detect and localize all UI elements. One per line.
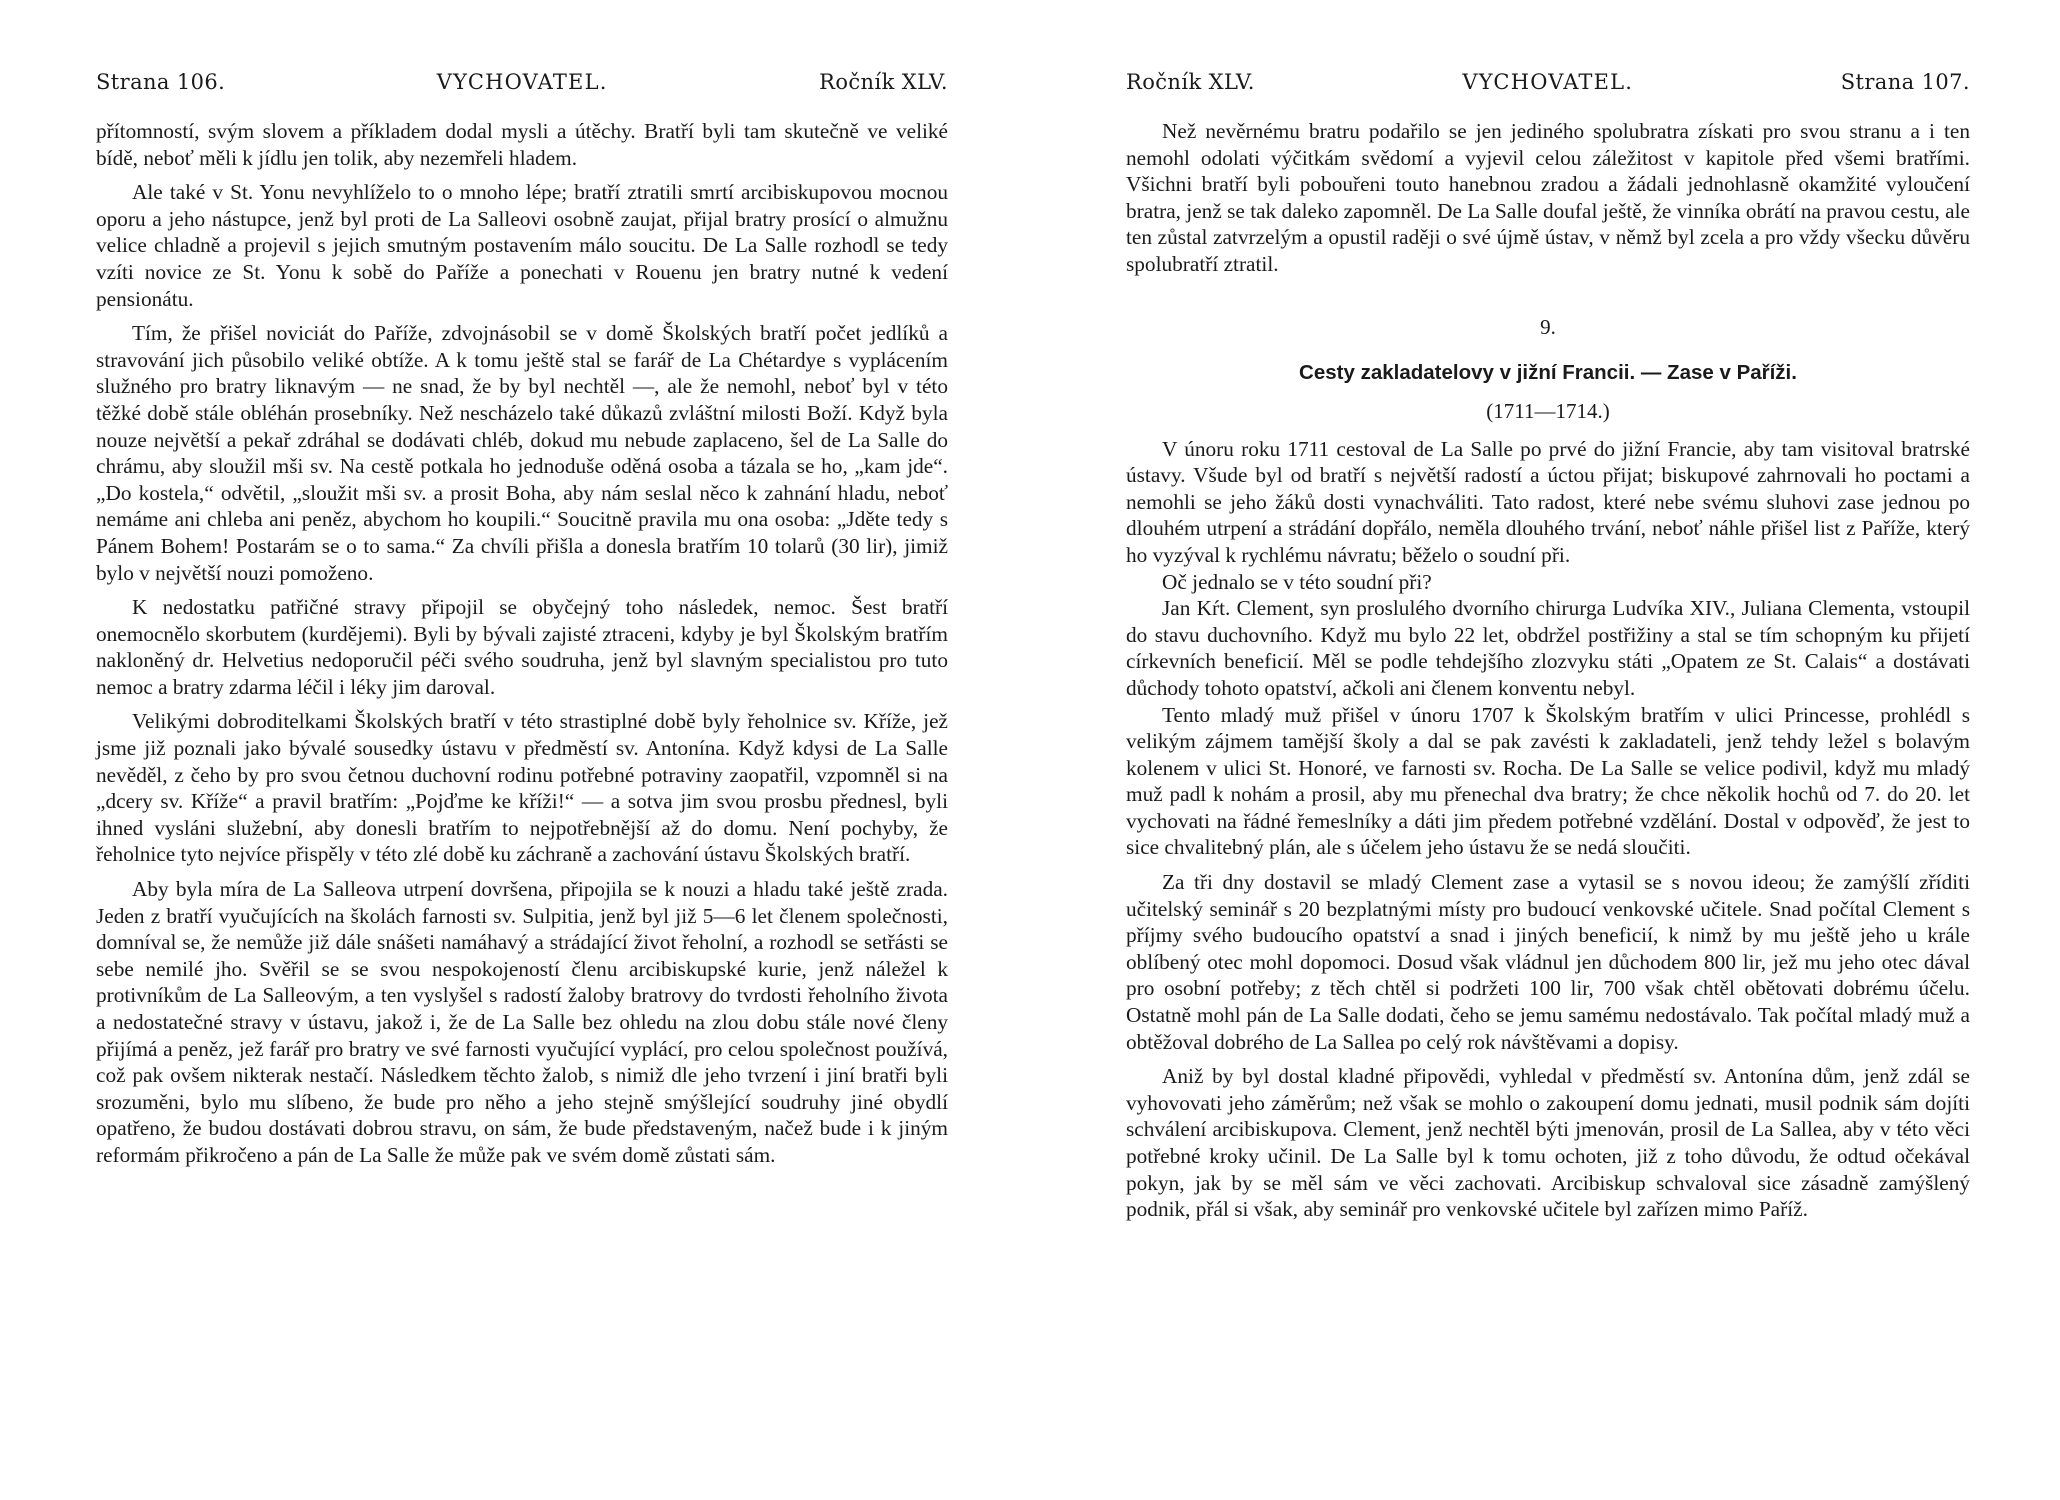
chapter-years: (1711—1714.): [1486, 398, 1610, 423]
left-body-text: [96, 118, 948, 1169]
left-volume: Ročník XLV.: [819, 70, 948, 94]
paragraph: Tento mladý muž přišel v únoru 1707 k Školským bratřím v ulici Princesse, prohlédl s velikým zájmem tamější školy a dal se pak zavésti k zakladateli, jenž tehdy ležel s bolavým kolenem v ulici St. Honoré, ve farnosti sv. Rocha. De La Salle se velice podivil, když mu mladý muž padl k nohám a prosil, aby mu přenechal dva bratry; že chce několik hochů od 7. do 20. let vychovati na řádné řemeslníky a dáti jim předem potřebné vzdělání. Dostal v odpověď, že jest to sice chvalitebný plán, ale s účelem jeho ústavu že se nedá sloučiti.: [1126, 702, 1970, 860]
right-volume: Ročník XLV.: [1126, 70, 1255, 94]
chapter-title: Cesty zakladatelovy v jižní Francii. — Zase v Paříži.: [1299, 360, 1797, 384]
paragraph: přítomností, svým slovem a příkladem dodal mysli a útěchy. Bratří byli tam skutečně ve veliké bídě, neboť měli k jídlu jen tolik, aby nezemřeli hladem.: [96, 119, 948, 170]
right-page: [1030, 0, 2060, 1500]
paragraph: V únoru roku 1711 cestoval de La Salle po prvé do jižní Francie, aby tam visitoval bratrské ústavy. Všude byl od bratří s největší radostí a úctou přijat; biskupové zahrnovali ho poctami a nemohli se jeho žáků dosti vynachváliti. Tato radost, které nebe svému sluhovi zase jednou po dlouhém utrpení a strádání dopřálo, neměla dlouhého trvání, neboť náhle přišel list z Paříže, který ho vyzýval k rychlému návratu; běželo o soudní při.: [1126, 436, 1970, 567]
right-body-text: [1126, 118, 1970, 1223]
paragraph: Než nevěrnému bratru podařilo se jen jediného spolubratra získati pro svou stranu a i ten nemohl odolati výčitkám svědomí a vyjevil celou záležitost v kapitole před všemi bratřími. Všichni bratří byli pobouřeni touto hanebnou zradou a žádali jednohlasně okamžité vyloučení bratra, jenž se tak daleko zapomněl. De La Salle doufal ještě, že vinníka obrátí na pravou cestu, ale ten zůstal zatvrzelým a opustil raději o své újmě ústav, v němž byl zcela a pro vždy všecku důvěru spolubratří ztratil.: [1126, 119, 1970, 276]
chapter-number: 9.: [1540, 314, 1556, 339]
left-journal-title: VYCHOVATEL.: [436, 70, 608, 94]
paragraph: Aniž by byl dostal kladné připovědi, vyhledal v předměstí sv. Antonína dům, jenž zdál se vyhovovati jeho záměrům; než však se mohlo o zakoupení domu jednati, musil podnik sám dojíti schválení arcibiskupova. Clement, jenž nechtěl býti jmenován, prosil de La Sallea, aby v této věci potřebné kroky učinil. De La Salle byl k tomu ochoten, již z toho důvodu, že odtud očekával pokyn, jak by se měl sám ve věci zachovati. Arcibiskup schvaloval sice zásadně zamýšlený podnik, přál si však, aby seminář pro venkovské učitele byl zařízen mimo Paříž.: [1126, 1064, 1970, 1222]
left-page-number: Strana 106.: [96, 70, 226, 94]
paragraph: Jan Kŕt. Clement, syn proslulého dvorního chirurga Ludvíka XIV., Juliana Clementa, vstoupil do stavu duchovního. Když mu bylo 22 let, obdržel postřižiny a stal se tím schopným ku přijetí církevních beneficií. Měl se podle tehdejšího zlozvyku státi „Opatem ze St. Calais“ a dostávati důchody tohoto opatství, ačkoli ani členem konventu nebyl.: [1126, 596, 1970, 700]
paragraph: Tím, že přišel noviciát do Paříže, zdvojnásobil se v domě Školských bratří počet jedlíků a stravování jich působilo veliké obtíže. A k tomu ještě stal se farář de La Chétardye s vyplácením služného pro bratry liknavým — ne snad, že by byl nechtěl —, ale že nemohl, neboť byl v této těžké době stále obléhán prosebníky. Než nescházelo také důkazů zvláštní milosti Boží. Když byla nouze největší a pekař zdráhal se dodávati chléb, dokud mu nebude zaplaceno, šel de La Salle do chrámu, aby sloužil mši sv. Na cestě potkala ho jednoduše oděná osoba a tázala se ho, „kam jde“. „Do kostela,“ odvětil, „sloužit mši sv. a prosit Boha, aby nám seslal něco k zahnání hladu, neboť nemáme ani chleba ani peněz, abychom ho koupili.“ Soucitně pravila mu ona osoba: „Jděte tedy s Pánem Bohem! Postarám se o to sama.“ Za chvíli přišla a donesla bratřím 10 tolarů (30 lir), jimiž bylo v největší nouzi pomoženo.: [96, 321, 948, 585]
paragraph: Aby byla míra de La Salleova utrpení dovršena, připojila se k nouzi a hladu také ještě zrada. Jeden z bratří vyučujících na školách farnosti sv. Sulpitia, jenž byl již 5—6 let členem společnosti, domníval se, že nemůže již dále snášeti namáhavý a strádající život řeholní, a rozhodl se setřásti se sebe nemilé jho. Svěřil se se svou nespokojeností členu arcibiskupské kurie, jenž náležel k protivníkům de La Salleovým, a ten vyslyšel s radostí žaloby bratrovy do tvrdosti řeholního života a nedostatečné stravy v ústavu, jakož i, že de La Salle bez ohledu na zlou dobu stále nové členy přijímá a peněz, jež farář pro bratry ve své farnosti vyučující vyplácí, pro celou společnost používá, což pak ovšem nikterak nestačí. Následkem těchto žalob, s nimiž dle jeho tvrzení i jiní bratři byli srozuměni, bylo mu slíbeno, že bude pro něho a jeho stejně smýšlející soudruhy jiné obydlí opatřeno, že budou dostávati dobrou stravu, on sám, že bude představeným, načež bude i k jiným reformám přikročeno a pán de La Salle že může pak ve svém domě zůstati sám.: [96, 877, 948, 1167]
left-running-head: [96, 70, 948, 98]
right-running-head: [1126, 70, 1970, 98]
right-page-number: Strana 107.: [1840, 70, 1970, 94]
paragraph: Velikými dobroditelkami Školských bratří v této strastiplné době byly řeholnice sv. Kříže, jež jsme již poznali jako bývalé sousedky ústavu v předměstí sv. Antonína. Když kdysi de La Salle nevěděl, z čeho by pro svou četnou duchovní rodinu potřebné potraviny zaopatřil, vzpomněl si na „dcery sv. Kříže“ a pravil bratřím: „Pojďme ke kříži!“ — a sotva jim svou prosbu přednesl, byli ihned vysláni služební, aby donesli bratřím to nejpotřebnější až do domu. Není pochyby, že řeholnice tyto nejvíce přispěly v této zlé době ku záchraně a zachování ústavu Školských bratří.: [96, 709, 948, 867]
paragraph: Oč jednalo se v této soudní při?: [1162, 569, 1432, 594]
paragraph: Ale také v St. Yonu nevyhlíželo to o mnoho lépe; bratří ztratili smrtí arcibiskupovou mocnou oporu a jeho nástupce, jenž byl proti de La Salleovi osobně zaujat, přijal bratry prosící o almužnu velice chladně a projevil s jejich smutným postavením málo soucitu. De La Salle rozhodl se tedy vzíti novice ze St. Yonu k sobě do Paříže a ponechati v Rouenu jen bratry nutné k vedení pensionátu.: [96, 180, 948, 311]
paragraph: Za tři dny dostavil se mladý Clement zase a vytasil se s novou ideou; že zamýšlí zříditi učitelský seminář s 20 bezplatnými místy pro budoucí venkovské učitele. Snad počítal Clement s příjmy svého budoucího opatství a snad i jiných beneficií, k nimž by mu ještě jeho u krále oblíbený otec mohl dopomoci. Dosud však vládnul jen důchodem 800 lir, jež mu jeho otec dával pro osobní potřeby; z těch chtěl si podržeti 100 lir, 700 však chtěl obětovati dobrému účelu. Ostatně mohl pán de La Salle dodati, čeho se jemu samému nedostávalo. Tak počítal mladý muž a obtěžoval dobrého de La Sallea po celý rok návštěvami a dopisy.: [1126, 870, 1970, 1054]
paragraph: K nedostatku patřičné stravy připojil se obyčejný toho následek, nemoc. Šest bratří onemocnělo skorbutem (kurdějemi). Byli by bývali zajisté ztraceni, kdyby je byl Školským bratřím nakloněný dr. Helvetius nedoporučil péči svého soudruha, jenž byl slavným specialistou pro tuto nemoc a bratry zdarma léčil i léky jim daroval.: [96, 595, 948, 699]
right-journal-title: VYCHOVATEL.: [1462, 70, 1634, 94]
